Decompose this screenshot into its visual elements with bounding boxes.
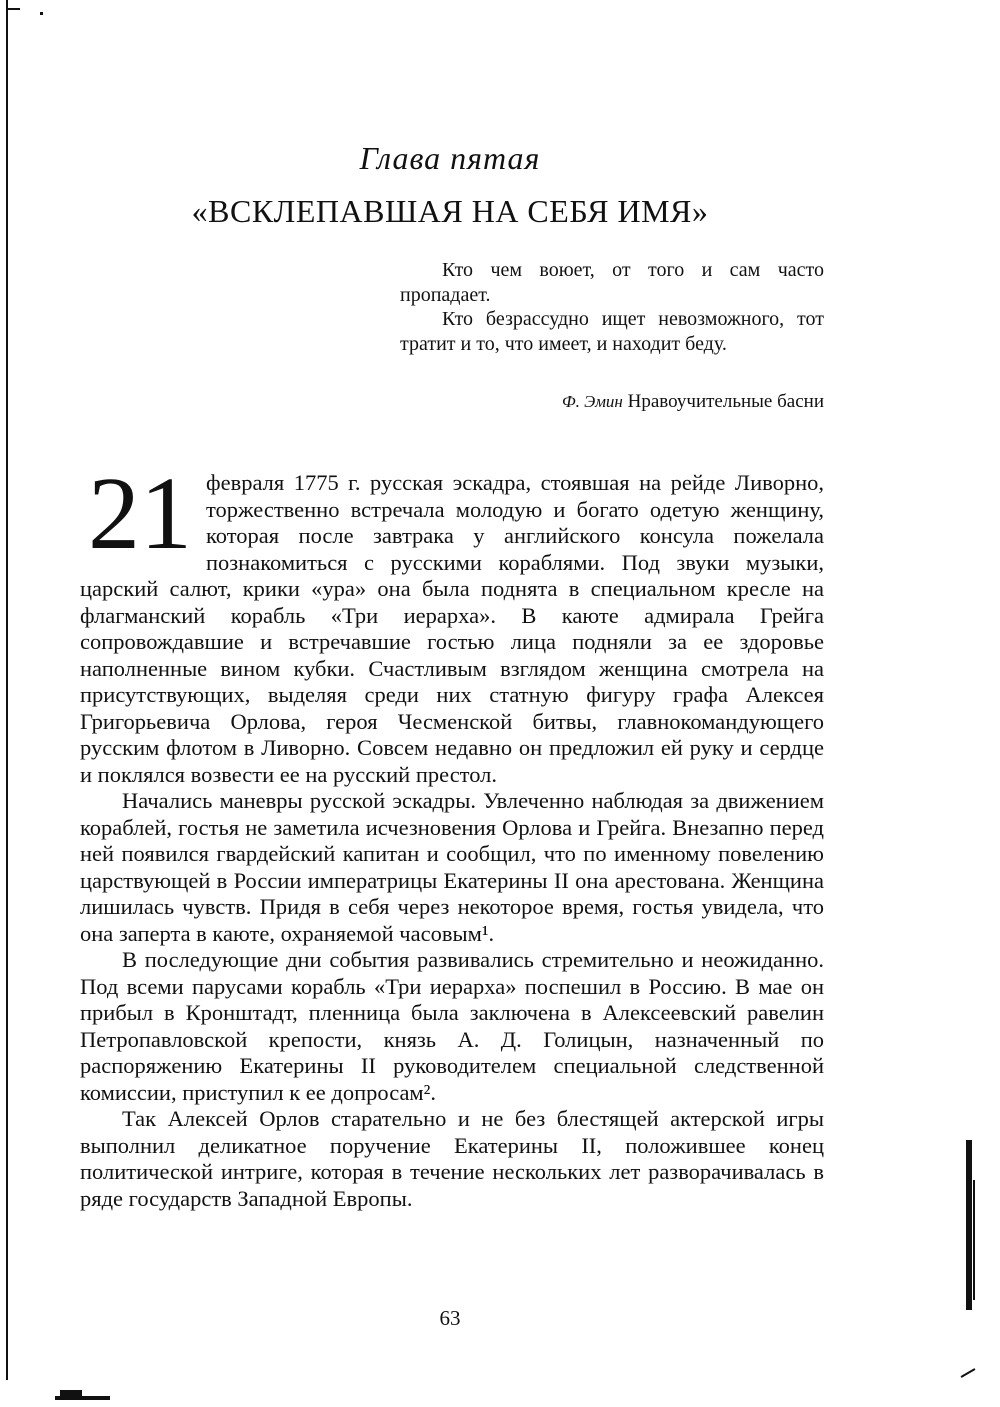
page-number: 63 <box>439 1306 461 1330</box>
epigraph-attribution <box>400 391 824 413</box>
scan-corner-tick <box>961 1368 976 1378</box>
epigraph-line: Кто чем воюет, от того и сам часто пропадает. <box>400 259 824 306</box>
body-paragraph: Начались маневры русской эскадры. Увлеченно наблюдая за движением кораблей, гостья не заметила исчезновения Орлова и Грейга. Внезапно перед ней появился гвардейский капитан и сообщил, что по именному повелению царствующей в России императрицы Екатерины II она арестована. Женщина лишилась чувств. Придя в себя через некоторое время, гостья увидела, что она заперта в каюте, охраняемой часовым¹. <box>80 788 824 946</box>
scan-dot <box>40 12 43 15</box>
scan-bottom-smudge <box>55 1396 110 1400</box>
scan-margin-bar-thin <box>973 1180 975 1300</box>
scan-margin-bar <box>966 1140 972 1310</box>
body-paragraph-text: февраля 1775 г. русская эскадра, стоявшая на рейде Ливорно, торжественно встречала молодую и богато одетую женщину, которая после завтрака у английского консула пожелала познакомиться с русскими кораблями. Под звуки музыки, царский салют, крики «ура» она была поднята в специальном кресле на флагманский корабль «Три иерарха». В каюте адмирала Грейга сопровождавшие и встречавшие гостью лица подняли за ее здоровье наполненные вином кубки. Счастливым взглядом женщина смотрела на присутствующих, выделяя среди них статную фигуру графа Алексея Григорьевича Орлова, героя Чесменской битвы, главнокомандующего русским флотом в Ливорно. Совсем недавно он предложил ей руку и сердце и поклялся возвести ее на русский престол. <box>80 470 824 787</box>
drop-cap: 21 <box>88 456 192 571</box>
scan-bottom-smudge-top <box>60 1390 82 1396</box>
epigraph-source-title: Нравоучительные басни <box>627 391 824 412</box>
body-paragraph: Так Алексей Орлов старательно и не без блестящей актерской игры выполнил деликатное поручение Екатерины II, положившее конец политической интриге, которая в течение нескольких лет разворачивалась в ряде государств Западной Европы. <box>80 1106 824 1211</box>
epigraph <box>400 258 824 356</box>
chapter-label: Глава пятая <box>359 140 541 176</box>
chapter-title: «ВСКЛЕПАВШАЯ НА СЕБЯ ИМЯ» <box>191 193 709 229</box>
epigraph-line: Кто безрассудно ищет невозможного, тот тратит и то, что имеет, и находит беду. <box>400 308 824 355</box>
scan-corner-mark <box>6 8 20 10</box>
chapter-body <box>80 456 824 1212</box>
epigraph-author: Ф. Эмин <box>562 392 623 411</box>
body-paragraph <box>80 456 824 788</box>
body-paragraph: В последующие дни события развивались стремительно и неожиданно. Под всеми парусами корабль «Три иерарха» поспешил в Россию. В мае он прибыл в Кронштадт, пленница была заключена в Алексеевский равелин Петропавловской крепости, князь А. Д. Голицын, назначенный по распоряжению Екатерины II руководителем специальной следственной комиссии, приступил к ее допросам². <box>80 947 824 1105</box>
